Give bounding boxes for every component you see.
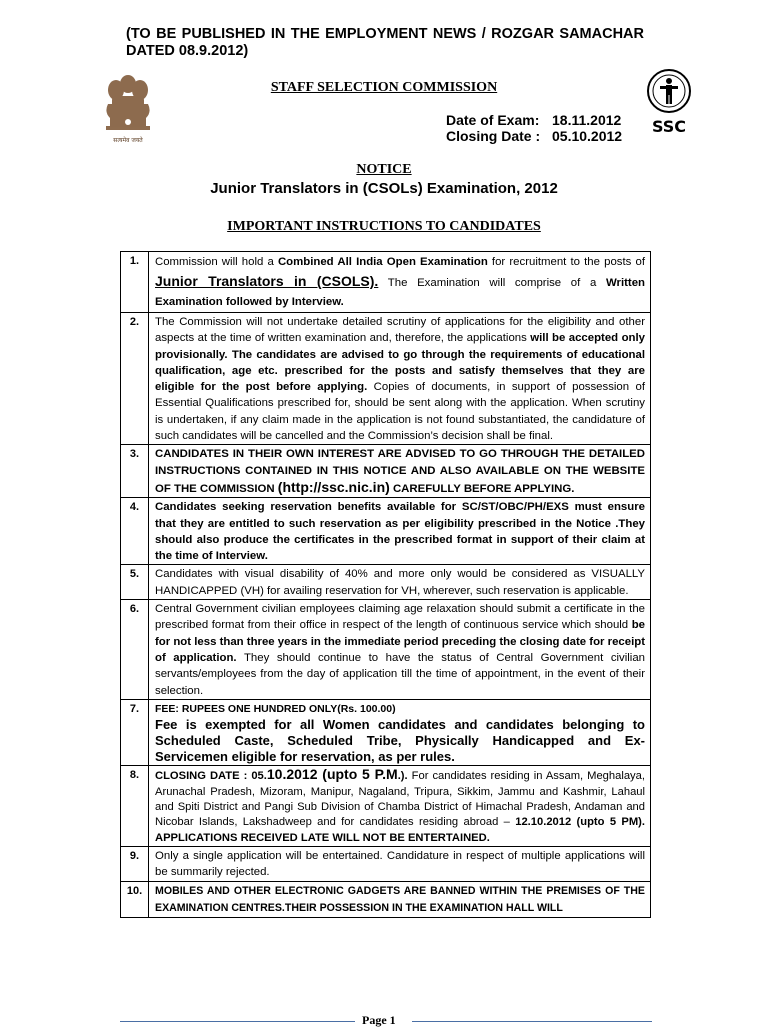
publication-note: (TO BE PUBLISHED IN THE EMPLOYMENT NEWS / ROZGAR SAMACHAR DATED 08.9.2012): [126, 26, 644, 59]
instruction-row-5: [121, 565, 651, 600]
row-number: 8.: [121, 766, 149, 847]
ssc-logo-text: SSC: [651, 117, 687, 136]
instruction-row-1: [121, 252, 651, 313]
instruction-text: Candidates seeking reservation benefits available for SC/ST/OBC/PH/EXS must ensure that they are entitled to such reservation as per eligibility prescribed in the Notice .They should also produce the certificates in the prescribed format in support of their claim at the time of Interview.: [149, 498, 651, 565]
instruction-text: FEE: RUPEES ONE HUNDRED ONLY(Rs. 100.00) Fee is exempted for all Women candidates and candidates belonging to Scheduled Caste, Scheduled Tribe, Physically Handicapped and Ex-Servicemen eligible for reservation, as per rules.: [149, 699, 651, 765]
instructions-table: [120, 251, 651, 918]
footer-rule-right: [412, 1021, 652, 1022]
row-number: 5.: [121, 565, 149, 600]
emblem-caption: सत्यमेव जयते: [113, 137, 143, 144]
exam-title: Junior Translators in (CSOLs) Examination, 2012: [210, 180, 558, 197]
row-number: 4.: [121, 498, 149, 565]
instruction-text: CANDIDATES IN THEIR OWN INTEREST ARE ADVISED TO GO THROUGH THE DETAILED INSTRUCTIONS CONTAINED IN THIS NOTICE AND ALSO AVAILABLE ON THE WEBSITE OF THE COMMISSION (http://ssc.nic.in) CAREFULLY BEFORE APPLYING.: [149, 445, 651, 498]
instruction-text: CLOSING DATE : 05.10.2012 (upto 5 P.M.). For candidates residing in Assam, Meghalaya, Arunachal Pradesh, Mizoram, Manipur, Nagaland, Tripura, Sikkim, Jammu and Kashmir, Lahaul and Spiti District and Pangi Sub Division of Chamba District of Himachal Pradesh, Andaman and Nicobar Islands, Lakshadweep and for candidates residing abroad – 12.10.2012 (upto 5 PM). APPLICATIONS RECEIVED LATE WILL NOT BE ENTERTAINED.: [149, 766, 651, 847]
row-number: 2.: [121, 313, 149, 445]
row-number: 6.: [121, 600, 149, 700]
commission-name: STAFF SELECTION COMMISSION: [270, 80, 498, 95]
fee-exemption: Fee is exempted for all Women candidates and candidates belonging to Scheduled Caste, Scheduled Tribe, Physically Handicapped and Ex-Servicemen eligible for reservation, as per rules.: [155, 717, 645, 765]
closing-date-label: Closing Date :: [446, 128, 541, 144]
instructions-heading: IMPORTANT INSTRUCTIONS TO CANDIDATES: [227, 219, 541, 234]
ssc-logo-icon: [646, 68, 692, 138]
row-number: 9.: [121, 847, 149, 882]
row-number: 10.: [121, 881, 149, 917]
date-of-exam-value: 18.11.2012: [552, 112, 622, 128]
instruction-row-9: [121, 847, 651, 882]
instruction-text: Commission will hold a Combined All India Open Examination for recruitment to the posts of Junior Translators in (CSOLS). The Examination will comprise of a Written Examination followed by Interview.: [149, 252, 651, 313]
notice-heading: NOTICE: [356, 162, 412, 177]
instruction-text: The Commission will not undertake detailed scrutiny of applications for the eligibility and other aspects at the time of written examination and, therefore, the applications will be accepted only provisionally. The candidates are advised to go through the requirements of educational qualification, age etc. prescribed for the posts and satisfy themselves that they are eligible for the post before applying. Copies of documents, in support of possession of Essential Qualifications prescribed for, should be sent along with the application. When scrutiny is undertaken, if any claim made in the application is not found substantiated, the candidature of such candidates will be cancelled and the Commission’s decision shall be final.: [149, 313, 651, 445]
exam-dates: [446, 112, 622, 144]
row-number: 3.: [121, 445, 149, 498]
page-number: Page 1: [362, 1013, 396, 1027]
instruction-row-3: [121, 445, 651, 498]
instruction-text: Central Government civilian employees claiming age relaxation should submit a certificate in the prescribed format from their office in respect of the length of continuous service which should be for not less than three years in the immediate period preceding the closing date for receipt of application. They should continue to have the status of Central Government civilian servants/employees from the day of application till the time of appointment, in the event of their selection.: [149, 600, 651, 700]
footer-rule-left: [120, 1021, 355, 1022]
website-link: (http://ssc.nic.in): [277, 478, 390, 495]
instruction-row-7: [121, 699, 651, 765]
instruction-row-6: [121, 600, 651, 700]
instruction-text: Only a single application will be entertained. Candidature in respect of multiple applications will be summarily rejected.: [149, 847, 651, 882]
instruction-text: MOBILES AND OTHER ELECTRONIC GADGETS ARE BANNED WITHIN THE PREMISES OF THE EXAMINATION CENTRES.THEIR POSSESSION IN THE EXAMINATION HALL WILL: [149, 881, 651, 917]
instruction-row-8: [121, 766, 651, 847]
row-number: 7.: [121, 699, 149, 765]
instruction-row-2: [121, 313, 651, 445]
instruction-row-10: [121, 881, 651, 917]
instruction-text: Candidates with visual disability of 40% and more only would be considered as VISUALLY HANDICAPPED (VH) for availing reservation for VH, wherever, such reservation is applicable.: [149, 565, 651, 600]
row-number: 1.: [121, 252, 149, 313]
date-of-exam-label: Date of Exam:: [446, 112, 540, 128]
instruction-row-4: [121, 498, 651, 565]
closing-date-value: 05.10.2012: [552, 128, 623, 144]
